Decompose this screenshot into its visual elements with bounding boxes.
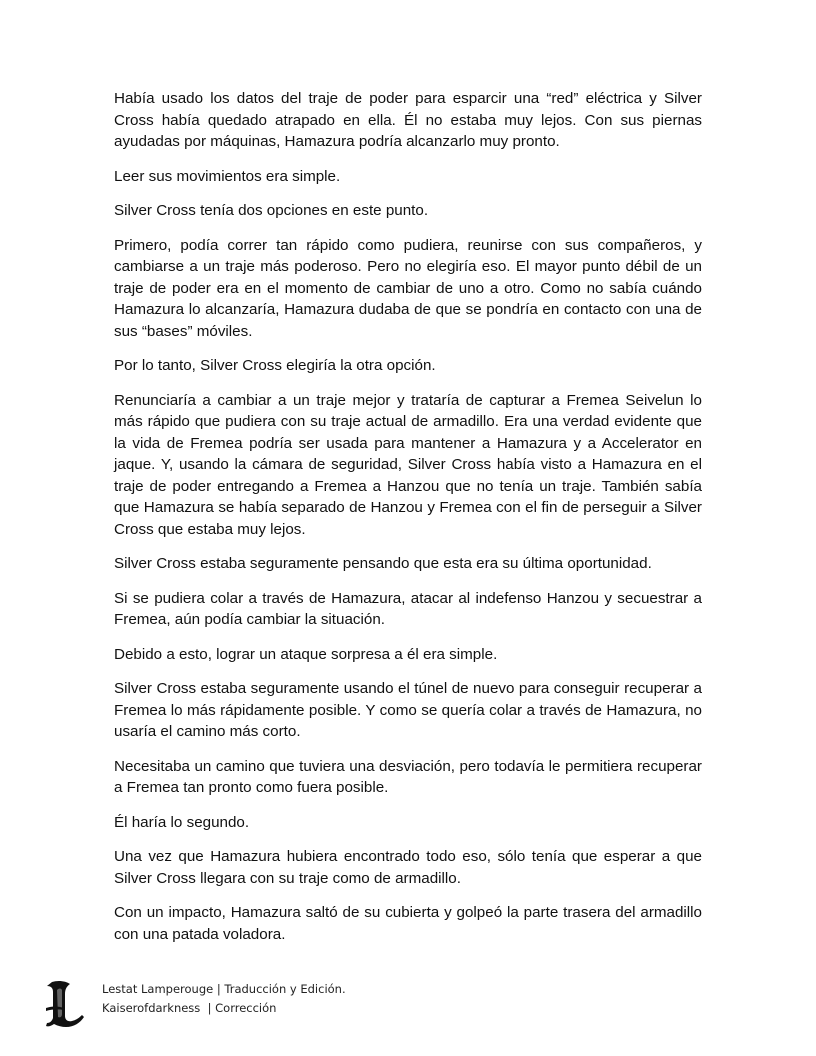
paragraph: Leer sus movimientos era simple. — [114, 167, 341, 185]
paragraph: Con un impacto, Hamazura saltó de su cubierta y golpeó la parte trasera del armadillo con una patada voladora. — [114, 904, 702, 943]
paragraph: Por lo tanto, Silver Cross elegiría la otra opción. — [114, 357, 436, 374]
paragraph: Silver Cross tenía dos opciones en este punto. — [114, 202, 429, 219]
paragraph: Silver Cross estaba seguramente usando el túnel de nuevo para conseguir recuperar a Fremea lo más rápidamente posible. Y como se quería colar a través de Hamazura, no usaría el camino más corto. — [114, 680, 702, 740]
footer-credit-line: Lestat Lamperouge | Traducción y Edición. — [102, 982, 346, 996]
gothic-letter-l-icon — [44, 978, 88, 1030]
paragraph: Necesitaba un camino que tuviera una desviación, pero todavía le permitiera recuperar a Fremea tan pronto como fuera posible. — [114, 757, 702, 796]
paragraph: Renunciaría a cambiar a un traje mejor y trataría de capturar a Fremea Seivelun lo más rápido que pudiera con su traje actual de armadillo. Era una verdad evidente que la vida de Fremea podría ser usada para mantener a Hamazura y a Accelerator en jaque. Y, usando la cámara de seguridad, Silver Cross había visto a Hamazura en el traje de poder entregando a Fremea a Hanzou que no tenía un traje. También sabía que Hamazura se había separado de Hanzou y Fremea con el fin de perseguir a Silver Cross que estaba muy lejos. — [114, 391, 702, 538]
footer-credits — [102, 980, 346, 1018]
paragraph: Silver Cross estaba seguramente pensando que esta era su última oportunidad. — [114, 555, 652, 572]
page-footer — [44, 978, 444, 1030]
document-body — [114, 88, 702, 958]
paragraph: Debido a esto, lograr un ataque sorpresa a él era simple. — [114, 645, 498, 663]
paragraph: Él haría lo segundo. — [114, 813, 250, 831]
footer-credit-line: Kaiserofdarkness | Corrección — [102, 1001, 277, 1015]
paragraph: Primero, podía correr tan rápido como pudiera, reunirse con sus compañeros, y cambiarse a un traje más poderoso. Pero no elegiría eso. El mayor punto débil de un traje de poder era en el momento de cambiar de uno a otro. Como no sabía cuándo Hamazura lo alcanzaría, Hamazura dudaba de que se pondría en contacto con una de sus “bases” móviles. — [114, 236, 702, 340]
paragraph: Había usado los datos del traje de poder para esparcir una “red” eléctrica y Silver Cross había quedado atrapado en ella. Él no estaba muy lejos. Con sus piernas ayudadas por máquinas, Hamazura podría alcanzarlo muy pronto. — [114, 90, 702, 150]
paragraph: Si se pudiera colar a través de Hamazura, atacar al indefenso Hanzou y secuestrar a Fremea, aún podía cambiar la situación. — [114, 589, 702, 628]
paragraph: Una vez que Hamazura hubiera encontrado todo eso, sólo tenía que esperar a que Silver Cross llegara con su traje como de armadillo. — [114, 848, 702, 887]
